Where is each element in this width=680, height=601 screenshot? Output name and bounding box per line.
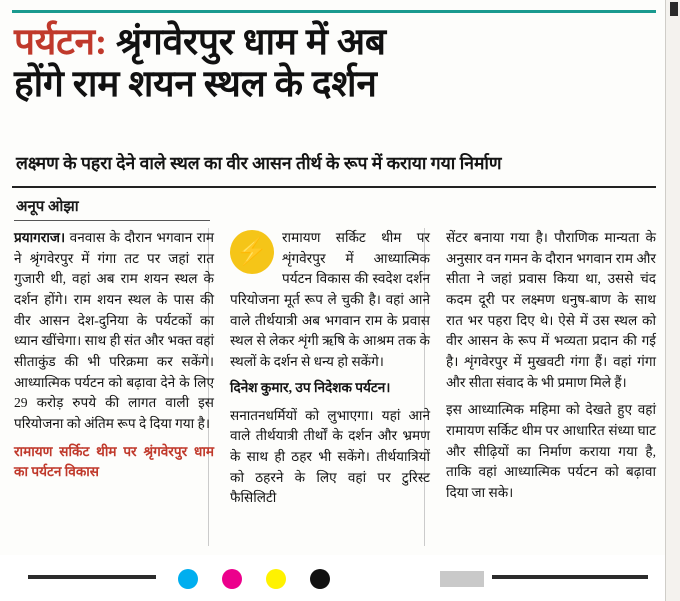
paragraph: इस आध्यात्मिक महिमा को देखते हुए वहां रामायण सर्किट थीम पर आधारित संध्या घाट और सीढ़ियों का निर्माण कराया गया है, ताकि वहां आध्यात्मिक पर्यटन को बढ़ावा दिया जा सके। [446, 402, 656, 500]
registration-dots [178, 569, 330, 589]
registration-dot-yellow [266, 569, 286, 589]
paragraph: सनातनधर्मियों को लुभाएगा। यहां आने वाले तीर्थयात्री तीर्थों के दर्शन और भ्रमण के साथ ही ठहर भी सकेंगे। तीर्थयात्रियों को ठहरने के लिए वहां पर टुरिस्ट फैसिलिटी [230, 407, 430, 506]
paragraph-text: वनवास के दौरान भगवान राम ने श्रृंगवेरपुर में गंगा तट पर जहां रात गुजारी थी, वहां अब राम शयन स्थल के दर्शन होंगे। राम शयन स्थल के पास की वीर आसन देश-दुनिया के पर्यटकों का ध्यान खींचेगा। साथ ही संत और भक्त वहां सीताकुंड की भी परिक्रमा कर सकेंगे। आध्यात्मिक पर्यटन को बढ़ावा देने के लिए 29 करोड़ रुपये की लागत वाली इस परियोजना को अंतिम रूप दे दिया गया है। [14, 230, 214, 431]
byline-rule [14, 220, 210, 221]
article-column-1 [14, 228, 214, 490]
registration-dot-cyan [178, 569, 198, 589]
paragraph: रामायण सर्किट थीम पर शृंगवेरपुर में आध्यात्मिक पर्यटन विकास की स्वदेश दर्शन परियोजना मूर्त रूप ले चुकी है। वहां आने वाले तीर्थयात्री अब भगवान राम के प्रवास स्थल से लेकर शृंगी ऋषि के आश्रम तक के स्थलों के दर्शन से धन्य हो सकेंगे। [230, 230, 430, 369]
gray-patch [440, 571, 484, 587]
byline: अनूप ओझा [16, 199, 79, 215]
top-rule [12, 10, 656, 13]
headline-line-1-rest: श्रृंगवेरपुर धाम में अब [106, 22, 386, 63]
footer-rule-left [28, 575, 156, 579]
registration-dot-black [310, 569, 330, 589]
headline-line-2: होंगे राम शयन स्थल के दर्शन [14, 64, 377, 106]
article-column-3 [446, 228, 656, 511]
paragraph-highlight: रामायण सर्किट थीम पर श्रृंगवेरपुर धाम का पर्यटन विकास [14, 443, 214, 480]
paragraph: सेंटर बनाया गया है। पौराणिक मान्यता के अनुसार वन गमन के दौरान भगवान राम और सीता ने जहां प्रवास किया था, उससे चंद कदम दूरी पर लक्ष्मण धनुष-बाण के साथ रात भर पहरा दिए थे। ऐसे में उस स्थल को वीर आसन के रूप में भव्यता प्रदान की गई है। शृंगवेरपुर में मुखवटी गंगा हैं। वहां गंगा और सीता संवाद के भी प्रमाण मिले हैं। [446, 230, 656, 390]
edge-mark [670, 2, 678, 16]
bolt-glyph: ⚡ [235, 237, 269, 266]
lightning-bolt-icon [230, 230, 274, 274]
pullquote-attribution: दिनेश कुमार, उप निदेशक पर्यटन। [230, 380, 391, 395]
subheadline-rule [12, 186, 656, 188]
article-columns [14, 228, 656, 548]
footer-rule-right [492, 575, 648, 579]
registration-dot-magenta [222, 569, 242, 589]
headline-kicker: पर्यटन: [14, 22, 107, 63]
dateline: प्रयागराज। [14, 230, 66, 245]
print-registration-bar [0, 555, 666, 601]
headline-line-1 [14, 22, 656, 64]
page-edge-strip [665, 0, 680, 601]
headline-block [14, 22, 656, 106]
subheadline: लक्ष्मण के पहरा देने वाले स्थल का वीर आसन तीर्थ के रूप में कराया गया निर्माण [16, 153, 502, 173]
paragraph [14, 228, 214, 435]
pullquote-block [230, 228, 430, 378]
article-column-2 [230, 228, 430, 516]
